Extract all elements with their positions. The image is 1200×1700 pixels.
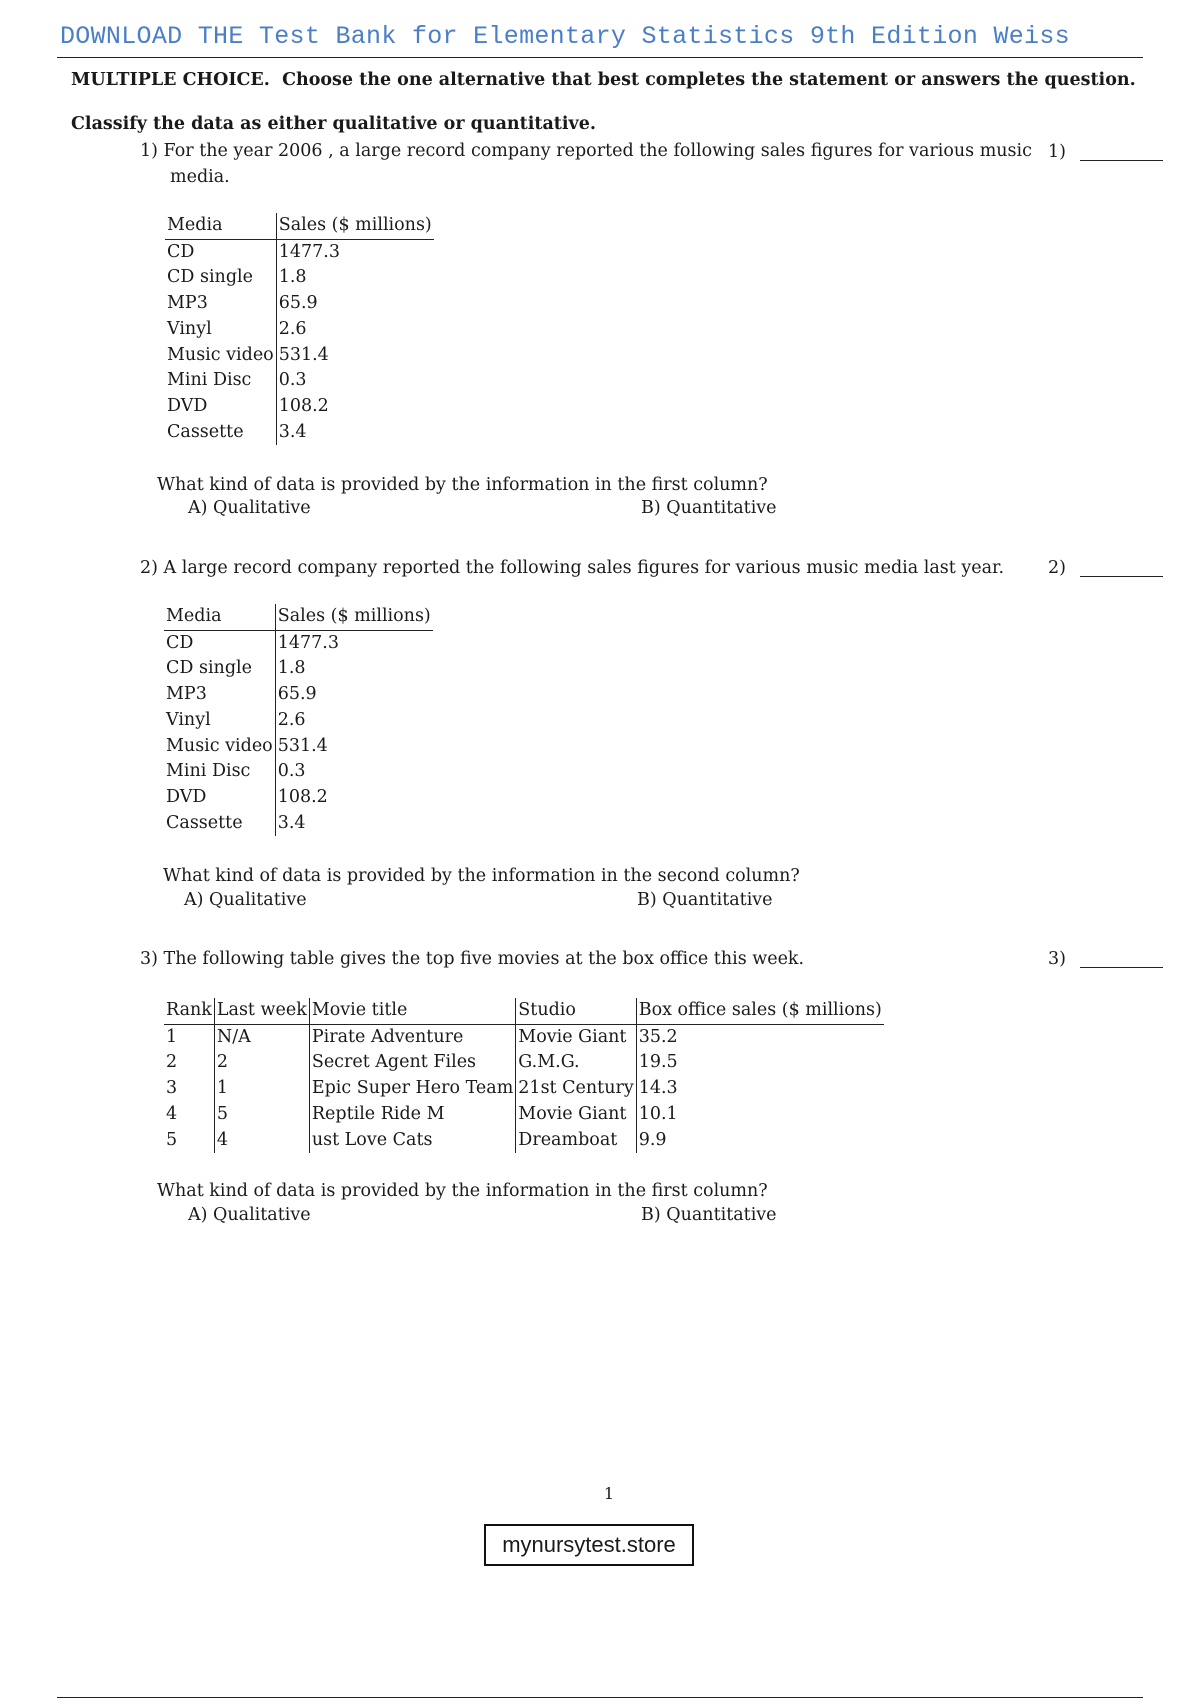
column-header: Movie title <box>309 998 515 1024</box>
table-cell: 1.8 <box>276 265 434 291</box>
question-2-table <box>164 604 433 836</box>
question-2-option-a[interactable]: A) Qualitative <box>184 890 307 910</box>
question-2-text <box>140 555 1004 581</box>
table-row <box>164 656 433 682</box>
table-cell: Reptile Ride M <box>309 1102 515 1128</box>
instructions <box>71 70 1136 90</box>
question-1-text <box>140 138 1032 164</box>
table-cell: 1477.3 <box>275 630 433 656</box>
table-cell: 3.4 <box>275 811 433 837</box>
table-cell: Vinyl <box>167 318 212 339</box>
table-cell: 5 <box>166 1129 178 1150</box>
table-row <box>165 420 434 446</box>
watermark-stamp: mynursytest.store <box>484 1524 694 1566</box>
table-row <box>164 734 433 760</box>
table-cell: 1 <box>214 1076 309 1102</box>
table-row <box>165 368 434 394</box>
table-row <box>164 682 433 708</box>
table-cell: CD <box>166 632 194 653</box>
column-header: Sales ($ millions) <box>275 604 433 630</box>
table-cell: CD single <box>166 658 252 679</box>
section-title: Classify the data as either qualitative or quantitative. <box>71 114 596 134</box>
table-cell: DVD <box>167 395 208 416</box>
question-3-option-b[interactable]: B) Quantitative <box>641 1205 777 1225</box>
table-cell: Movie Giant <box>516 1024 636 1050</box>
question-3-answer-blank[interactable] <box>1080 967 1163 968</box>
question-2-number: 2) <box>140 558 158 578</box>
instructions-label: MULTIPLE CHOICE. <box>71 70 270 90</box>
question-1-answer-label: 1) <box>1048 142 1066 162</box>
table-cell: MP3 <box>166 684 207 705</box>
table-cell: Dreamboat <box>516 1128 636 1154</box>
column-header: Rank <box>164 998 214 1024</box>
table-row <box>164 811 433 837</box>
page-number: 1 <box>603 1484 615 1503</box>
question-2-line1: A large record company reported the following sales figures for various music media last year. <box>163 558 1005 578</box>
question-1-line1: For the year 2006 , a large record company reported the following sales figures for various music <box>163 141 1032 161</box>
column-header: Box office sales ($ millions) <box>636 998 884 1024</box>
header-title: DOWNLOAD THE Test Bank for Elementary Statistics 9th Edition Weiss <box>60 22 1070 51</box>
question-3-line1: The following table gives the top five movies at the box office this week. <box>163 949 805 969</box>
table-cell: ust Love Cats <box>309 1128 515 1154</box>
question-3-option-a[interactable]: A) Qualitative <box>188 1205 311 1225</box>
table-cell: 0.3 <box>275 759 433 785</box>
table-cell: Movie Giant <box>516 1102 636 1128</box>
table-cell: Cassette <box>167 421 244 442</box>
table-row <box>164 630 433 656</box>
table-cell: 4 <box>166 1103 178 1124</box>
table-cell: 5 <box>214 1102 309 1128</box>
question-2-prompt: What kind of data is provided by the information in the second column? <box>163 866 800 886</box>
column-header: Media <box>164 604 275 630</box>
table-cell: 2.6 <box>276 317 434 343</box>
table-cell: Music video <box>166 735 273 756</box>
table-cell: 0.3 <box>276 368 434 394</box>
table-cell: 1 <box>166 1026 178 1047</box>
table-cell: 3 <box>166 1078 178 1099</box>
instructions-text: Choose the one alternative that best completes the statement or answers the question. <box>282 70 1136 90</box>
table-cell: 3.4 <box>276 420 434 446</box>
table-cell: 2 <box>166 1052 178 1073</box>
table-row <box>164 759 433 785</box>
footer-divider <box>57 1697 1143 1698</box>
question-3-answer-label: 3) <box>1048 949 1066 969</box>
table-cell: 2 <box>214 1050 309 1076</box>
question-1-prompt: What kind of data is provided by the information in the first column? <box>157 475 768 495</box>
table-cell: 19.5 <box>636 1050 884 1076</box>
table-cell: 14.3 <box>636 1076 884 1102</box>
table-header-row <box>165 213 434 239</box>
table-cell: CD single <box>167 267 253 288</box>
question-2-option-b[interactable]: B) Quantitative <box>637 890 773 910</box>
table-row <box>164 1102 884 1128</box>
question-3-prompt: What kind of data is provided by the information in the first column? <box>157 1181 768 1201</box>
table-row <box>165 317 434 343</box>
table-cell: 531.4 <box>276 343 434 369</box>
column-header: Last week <box>214 998 309 1024</box>
table-cell: CD <box>167 241 195 262</box>
table-cell: Mini Disc <box>167 370 252 391</box>
column-header: Studio <box>516 998 636 1024</box>
question-1-answer-blank[interactable] <box>1080 160 1163 161</box>
table-row <box>165 291 434 317</box>
question-1-line2: media. <box>170 167 230 187</box>
table-cell: Cassette <box>166 812 243 833</box>
table-cell: 108.2 <box>275 785 433 811</box>
table-cell: 4 <box>214 1128 309 1154</box>
table-cell: Secret Agent Files <box>309 1050 515 1076</box>
column-header: Media <box>165 213 276 239</box>
column-header: Sales ($ millions) <box>276 213 434 239</box>
table-header-row <box>164 604 433 630</box>
table-cell: 108.2 <box>276 394 434 420</box>
table-cell: 21st Century <box>516 1076 636 1102</box>
table-cell: 531.4 <box>275 734 433 760</box>
table-cell: 1.8 <box>275 656 433 682</box>
question-2-answer-blank[interactable] <box>1080 576 1163 577</box>
table-row <box>165 343 434 369</box>
table-cell: Pirate Adventure <box>309 1024 515 1050</box>
header-divider <box>57 57 1143 58</box>
question-3-text <box>140 946 804 972</box>
question-3-number: 3) <box>140 949 158 969</box>
table-row <box>165 394 434 420</box>
table-row <box>164 1050 884 1076</box>
question-1-option-b[interactable]: B) Quantitative <box>641 498 777 518</box>
table-cell: MP3 <box>167 293 208 314</box>
table-row <box>164 785 433 811</box>
question-1-number: 1) <box>140 141 158 161</box>
table-cell: Mini Disc <box>166 761 251 782</box>
table-row <box>164 1076 884 1102</box>
table-cell: Music video <box>167 344 274 365</box>
table-header-row <box>164 998 884 1024</box>
table-cell: Vinyl <box>166 709 211 730</box>
table-cell: DVD <box>166 786 207 807</box>
question-2-answer-label: 2) <box>1048 558 1066 578</box>
table-cell: 9.9 <box>636 1128 884 1154</box>
table-cell: 10.1 <box>636 1102 884 1128</box>
table-cell: 35.2 <box>636 1024 884 1050</box>
table-cell: N/A <box>214 1024 309 1050</box>
table-cell: 1477.3 <box>276 239 434 265</box>
table-cell: 65.9 <box>276 291 434 317</box>
table-row <box>165 265 434 291</box>
table-row <box>164 708 433 734</box>
table-row <box>165 239 434 265</box>
table-row <box>164 1128 884 1154</box>
table-row <box>164 1024 884 1050</box>
table-cell: G.M.G. <box>516 1050 636 1076</box>
question-1-option-a[interactable]: A) Qualitative <box>188 498 311 518</box>
table-cell: Epic Super Hero Team <box>309 1076 515 1102</box>
question-1-table <box>165 213 434 445</box>
question-3-table <box>164 998 884 1153</box>
table-cell: 2.6 <box>275 708 433 734</box>
table-cell: 65.9 <box>275 682 433 708</box>
